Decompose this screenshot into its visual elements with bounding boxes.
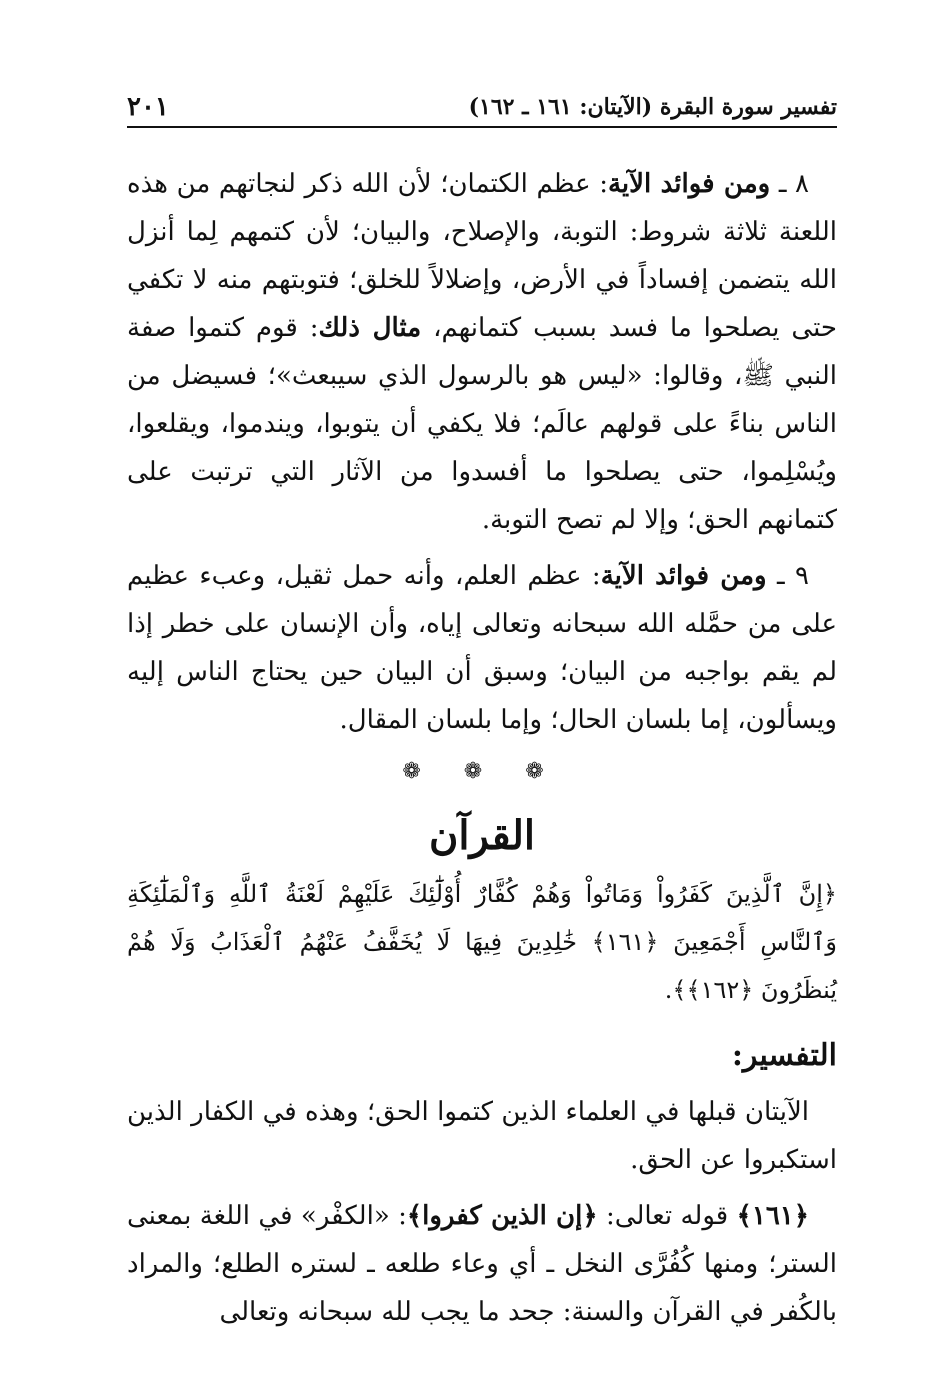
paragraph-8 (127, 160, 837, 544)
item-number: ٨ ـ (770, 169, 810, 199)
section-divider-stars: ❁ ❁ ❁ (402, 759, 562, 784)
paragraph-text: : عظم الكتمان؛ لأن الله ذكر لنجاتهم من هذه اللعنة ثلاثة شروط: التوبة، والإصلاح، والبيان؛ لأن كتمهم لِما أنزل الله يتضمن إفساداً في الأرض، وإضلالاً للخلق؛ فتوبتهم منه لا تكفي حتى يصلحوا ما فسد بسبب كتمانهم، (127, 169, 837, 343)
item-number: ٩ ـ (766, 561, 809, 591)
paragraph-text: : عظم العلم، وأنه حمل ثقيل، وعبء عظيم على من حمَّله الله سبحانه وتعالى إياه، وأن الإنسان على خطر إذا لم يقم بواجبه من البيان؛ وسبق أن البيان حين يحتاج الناس إليه ويسألون، إما بلسان الحال؛ وإما بلسان المقال. (127, 561, 837, 735)
lead-phrase: ومن فوائد الآية (607, 169, 771, 199)
example-lead: مثال ذلك (318, 313, 422, 343)
page-header (127, 86, 837, 128)
quran-verse: ﴿إِنَّ ٱلَّذِينَ كَفَرُواْ وَمَاتُواْ وَهُمْ كُفَّارٌ أُوْلَٰٓئِكَ عَلَيْهِمْ لَعْنَةُ ٱللَّهِ وَٱلْمَلَٰٓئِكَةِ وَٱلنَّاسِ أَجْمَعِينَ ﴿١٦١﴾ خَٰلِدِينَ فِيهَا لَا يُخَفَّفُ عَنْهُمُ ٱلْعَذَابُ وَلَا هُمْ يُنظَرُونَ ﴿١٦٢﴾﴾. (127, 880, 838, 1004)
paragraph-text-2: : قوم كتموا صفة النبي ﷺ، وقالوا: «ليس هو بالرسول الذي سيبعث»؛ فسيضل من الناس بناءً على قولهم عالَم؛ فلا يكفي أن يتوبوا، ويندموا، ويقلعوا، ويُسْلِموا، حتى يصلحوا ما أفسدوا من الآثار التي ترتبت على كتمانهم الحق؛ وإلا لم تصح التوبة. (127, 313, 837, 535)
paragraph-text-2: : «الكفْر» في اللغة بمعنى الستر؛ ومنها كُفُرَّى النخل ـ أي وعاء طلعه ـ لستره الطلع؛ والمراد بالكُفر في القرآن والسنة: جحد ما يجب لله سبحانه وتعالى (127, 1201, 837, 1327)
section-title-tafsir: التفسير: (731, 1038, 837, 1073)
page-number: ٢٠١ (127, 92, 169, 122)
paragraph-text: قوله تعالى: (597, 1201, 737, 1231)
section-title-quran: القرآن (428, 812, 536, 859)
paragraph-tafsir-intro: الآيتان قبلها في العلماء الذين كتموا الحق؛ وهذه في الكفار الذين استكبروا عن الحق. (127, 1097, 837, 1175)
verse-quote: ﴿إن الذين كفروا﴾ (406, 1201, 598, 1231)
running-title: تفسير سورة البقرة (الآيتان: ١٦١ ـ ١٦٢) (468, 94, 837, 120)
page-body (127, 160, 837, 1344)
paragraph-9 (127, 552, 837, 744)
lead-phrase: ومن فوائد الآية (600, 561, 767, 591)
verse-number-ref: ﴿١٦١﴾ (736, 1201, 809, 1231)
paragraph-tafsir-161 (127, 1192, 837, 1336)
